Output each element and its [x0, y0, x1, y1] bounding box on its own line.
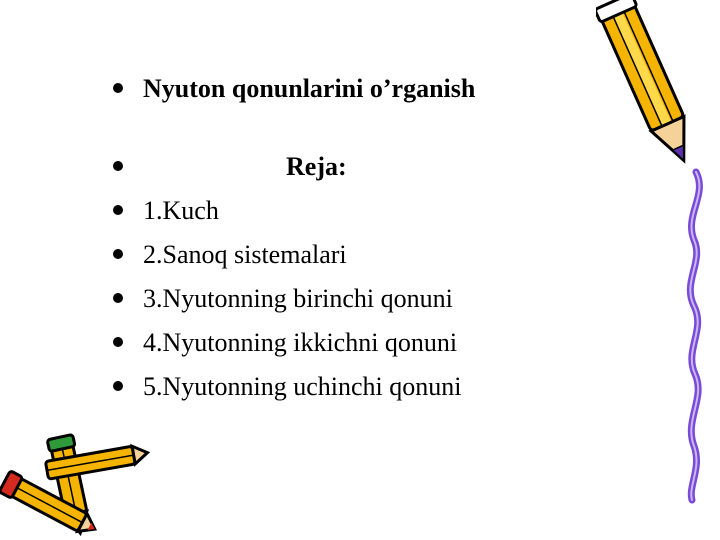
bullet-list: [113, 74, 475, 402]
pencil-squiggle-icon: [596, 0, 720, 540]
bullet-heading: [113, 152, 475, 182]
bullet-dot-icon: [113, 83, 123, 93]
bullet-dot-icon: [113, 249, 123, 259]
list-item: [113, 328, 475, 358]
list-item-text: 1.Kuch: [143, 196, 219, 225]
plan-heading: Reja:: [286, 152, 347, 181]
bullet-dot-icon: [113, 337, 123, 347]
list-item-text: 5.Nyutonning uchinchi qonuni: [143, 372, 462, 401]
bullet-title: [113, 74, 475, 104]
bullet-dot-icon: [113, 205, 123, 215]
list-item: [113, 196, 475, 226]
list-item: [113, 372, 475, 402]
list-item-text: 4.Nyutonning ikkichni qonuni: [143, 328, 458, 357]
bullet-dot-icon: [113, 381, 123, 391]
bullet-dot-icon: [113, 161, 123, 171]
list-item-text: 2.Sanoq sistemalari: [143, 240, 347, 269]
list-item: [113, 284, 475, 314]
crossed-pencils-icon: [0, 430, 150, 540]
list-item-text: 3.Nyutonning birinchi qonuni: [143, 284, 453, 313]
list-item: [113, 240, 475, 270]
slide-title: Nyuton qonunlarini o’rganish: [143, 74, 476, 103]
bullet-dot-icon: [113, 293, 123, 303]
